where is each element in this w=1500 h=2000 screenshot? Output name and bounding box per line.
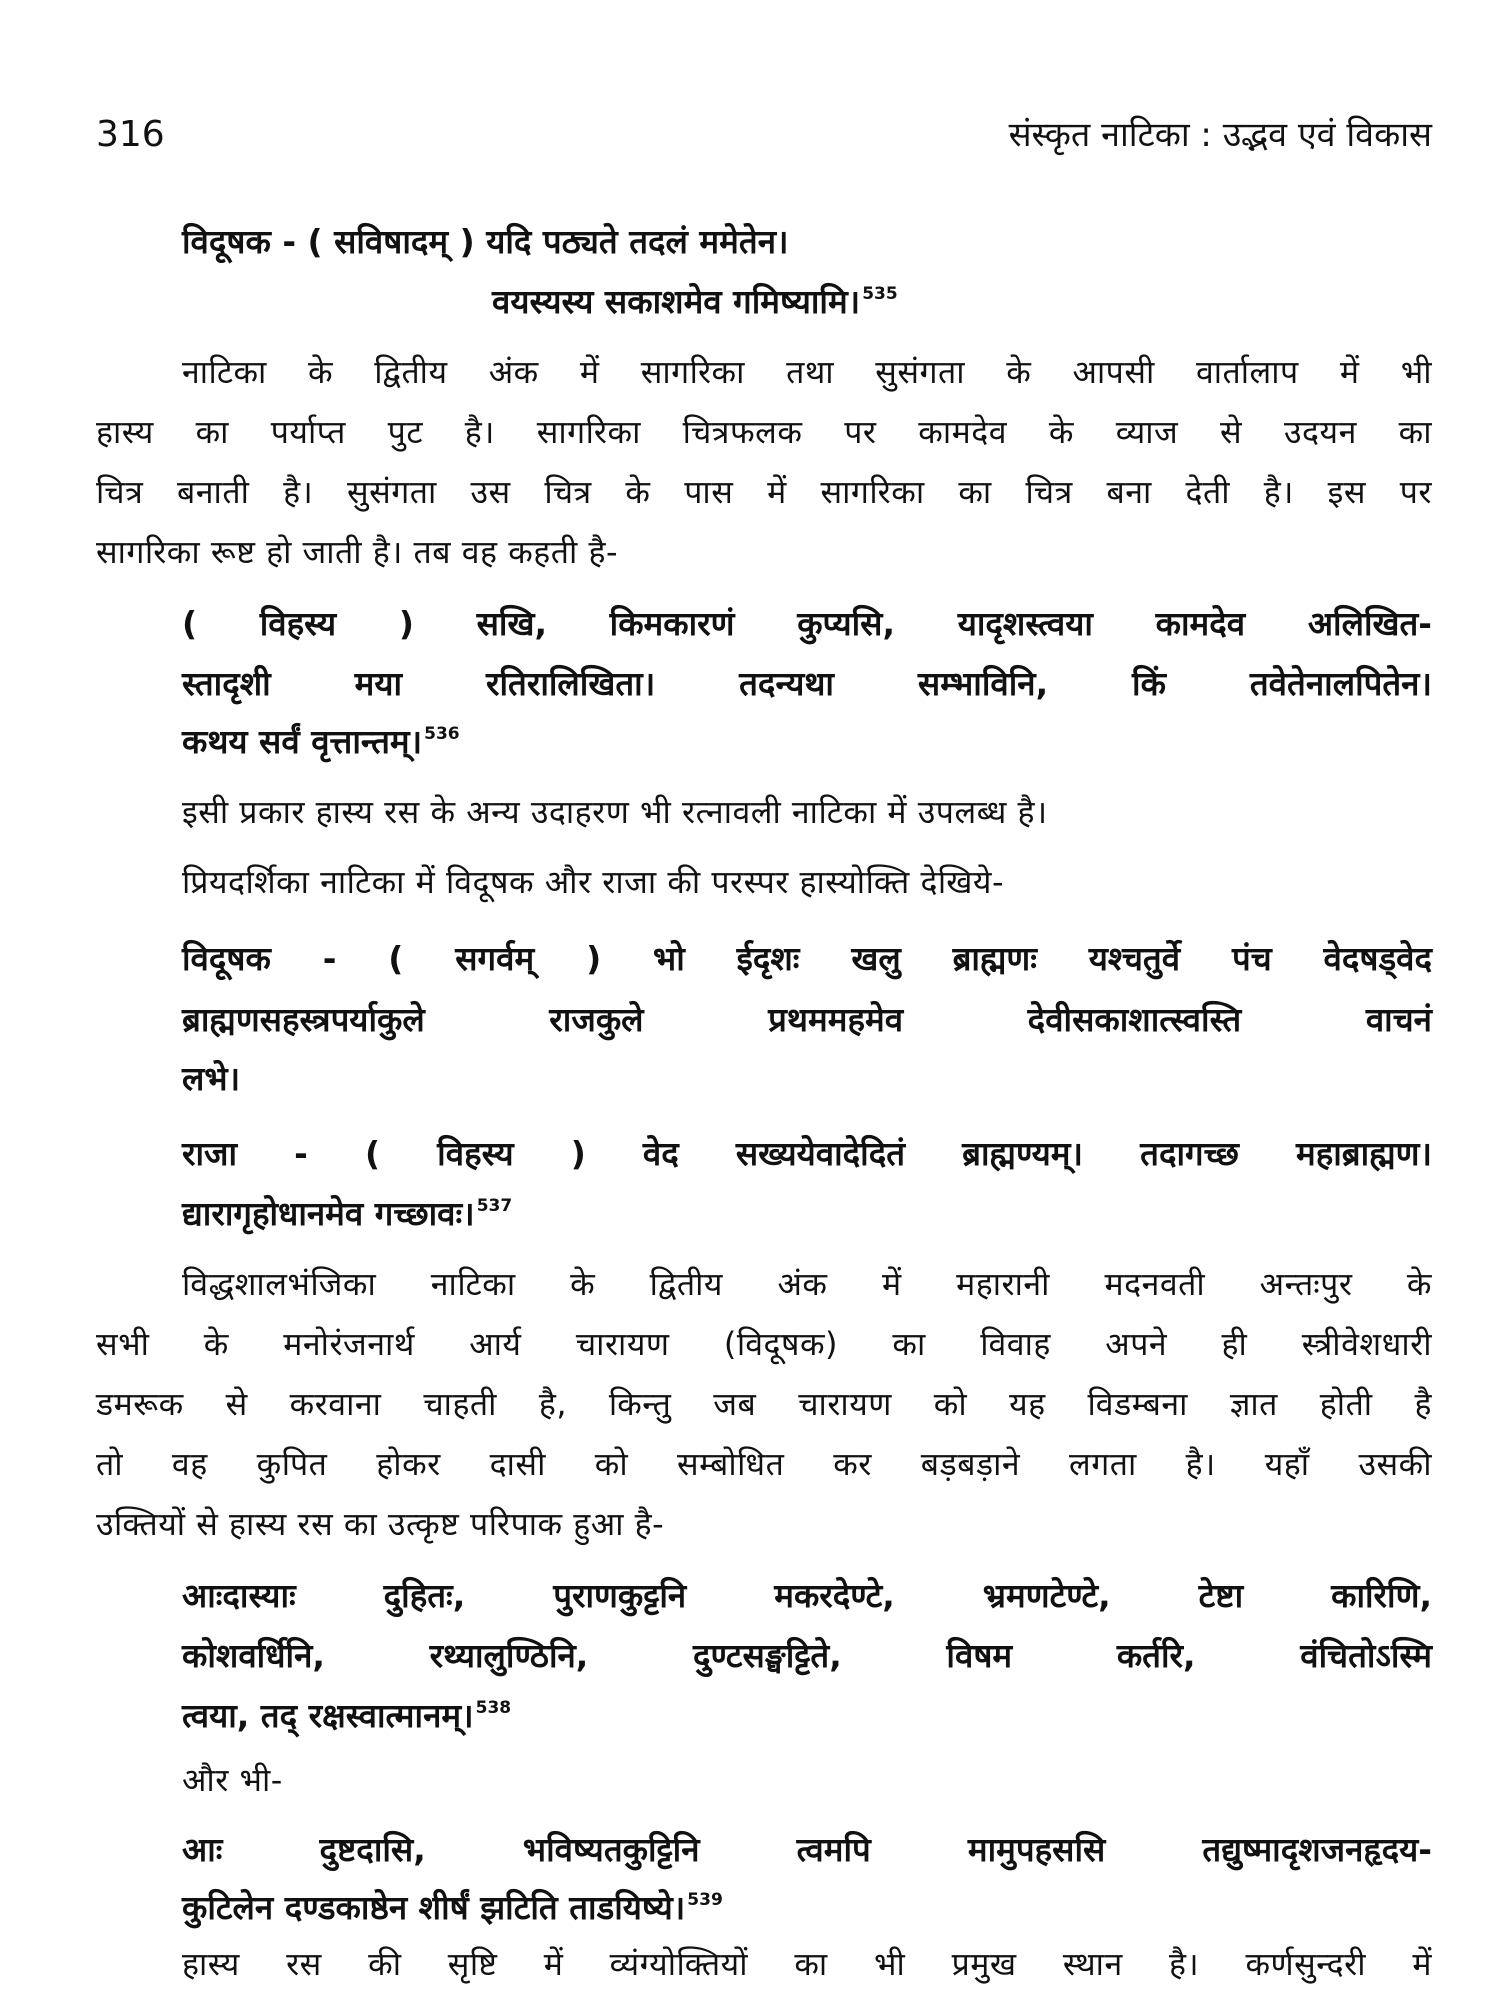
verse-line <box>182 660 1432 705</box>
verse-text: आः दुष्टदासि, भविष्यतकुट्टिनि त्वमपि मामुपहससि तद्युष्मादृशजनहृदय- <box>182 1830 1432 1869</box>
verse-line <box>182 935 1432 980</box>
prose-line <box>96 1322 1432 1365</box>
prose-line <box>182 1262 1432 1305</box>
prose-line <box>96 1442 1432 1485</box>
prose-line <box>96 1502 664 1545</box>
verse-line <box>182 218 789 263</box>
verse-text: विदूषक - ( सविषादम् ) यदि पठ्यते तदलं ममेतेन। <box>182 222 789 261</box>
footnote-marker: 535 <box>862 284 898 304</box>
verse-line <box>182 1632 1432 1677</box>
footnote-marker: 536 <box>424 724 460 744</box>
prose-line <box>182 350 1432 393</box>
verse-line <box>182 1130 1432 1175</box>
verse-text: आःदास्याः दुहितः, पुराणकुट्टनि मकरदेण्टे, भ्रमणटेण्टे, टेष्टा कारिणि, <box>182 1576 1432 1615</box>
prose-text: इसी प्रकार हास्य रस के अन्य उदाहरण भी रत्नावली नाटिका में उपलब्ध है। <box>182 793 1048 831</box>
verse-text: कोशवर्धिनि, रथ्यालुण्ठिनि, दुण्टसङ्घट्टिते, विषम कर्तरि, वंचितोऽस्मि <box>182 1636 1432 1675</box>
verse-text: द्यारागृहोधानमेव गच्छावः। <box>182 1194 475 1233</box>
verse-text: कुटिलेन दण्डकाष्ठेन शीर्षं झटिति ताडयिष्ये। <box>182 1888 686 1927</box>
verse-text: विदूषक - ( सगर्वम् ) भो ईदृशः खलु ब्राह्मणः यश्चतुर्वे पंच वेदषड्वेद <box>182 939 1432 978</box>
prose-text: तो वह कुपित होकर दासी को सम्बोधित कर बड़बड़ाने लगता है। यहाँ उसकी <box>96 1445 1432 1483</box>
verse-line <box>182 1692 511 1737</box>
prose-line <box>182 1758 283 1801</box>
verse-text: कथय सर्वं वृत्तान्तम्। <box>182 722 423 761</box>
verse-text: ( विहस्य ) सखि, किमकारणं कुप्यसि, यादृशस्त्वया कामदेव अलिखित- <box>182 604 1432 643</box>
prose-text: चित्र बनाती है। सुसंगता उस चित्र के पास में सागरिका का चित्र बना देती है। इस पर <box>96 473 1432 511</box>
verse-text: त्वया, तद् रक्षस्वात्मानम्। <box>182 1696 474 1735</box>
prose-text: नाटिका के द्वितीय अंक में सागरिका तथा सुसंगता के आपसी वार्तालाप में भी <box>182 353 1432 391</box>
prose-line <box>96 1382 1432 1425</box>
verse-line <box>182 718 460 763</box>
footnote-marker: 537 <box>476 1196 513 1216</box>
prose-text: सागरिका रूष्ट हो जाती है। तब वह कहती है- <box>96 533 618 571</box>
prose-line <box>96 410 1432 453</box>
footnote-marker: 539 <box>687 1890 723 1910</box>
verse-line <box>182 1884 723 1929</box>
running-title: संस्कृत नाटिका : उद्भव एवं विकास <box>1008 115 1432 155</box>
verse-text: ब्राह्मणसहस्त्रपर्याकुले राजकुले प्रथममहमेव देवीसकाशात्स्वस्ति वाचनं <box>182 1000 1432 1039</box>
prose-line <box>182 790 1048 833</box>
footnote-marker: 538 <box>475 1698 512 1718</box>
verse-line <box>182 1572 1432 1617</box>
prose-text: सभी के मनोरंजनार्थ आर्य चारायण (विदूषक) का विवाह अपने ही स्त्रीवेशधारी <box>96 1325 1432 1363</box>
prose-line <box>182 860 1004 903</box>
prose-text: डमरूक से करवाना चाहती है, किन्तु जब चारायण को यह विडम्बना ज्ञात होती है <box>96 1385 1432 1423</box>
prose-text: हास्य रस की सृष्टि में व्यंग्योक्तियों का भी प्रमुख स्थान है। कर्णसुन्दरी में <box>182 1945 1432 1983</box>
verse-text: स्तादृशी मया रतिरालिखिता। तदन्यथा सम्भाविनि, किं तवेतेनालपितेन। <box>182 664 1432 703</box>
prose-text: प्रियदर्शिका नाटिका में विदूषक और राजा की परस्पर हास्योक्ति देखिये- <box>182 863 1005 901</box>
verse-line <box>182 1826 1432 1871</box>
verse-line <box>182 996 1432 1041</box>
prose-line <box>96 470 1432 513</box>
verse-line <box>492 278 898 323</box>
verse-text: राजा - ( विहस्य ) वेद सख्ययेवादेदितं ब्राह्मण्यम्। तदागच्छ महाब्राह्मण। <box>182 1134 1432 1173</box>
page-number: 316 <box>96 114 165 155</box>
page-header <box>96 110 1432 170</box>
verse-text: लभे। <box>182 1059 241 1098</box>
prose-line <box>96 530 618 573</box>
prose-text: और भी- <box>182 1761 283 1799</box>
verse-line <box>182 1190 512 1235</box>
prose-text: हास्य का पर्याप्त पुट है। सागरिका चित्रफलक पर कामदेव के व्याज से उदयन का <box>96 413 1432 451</box>
prose-text: उक्तियों से हास्य रस का उत्कृष्ट परिपाक हुआ है- <box>96 1505 665 1543</box>
verse-text: वयस्यस्य सकाशमेव गमिष्यामि। <box>492 282 861 321</box>
verse-line <box>182 600 1432 645</box>
prose-line <box>182 1942 1432 1985</box>
verse-line <box>182 1055 240 1100</box>
prose-text: विद्धशालभंजिका नाटिका के द्वितीय अंक में महारानी मदनवती अन्तःपुर के <box>182 1265 1432 1303</box>
